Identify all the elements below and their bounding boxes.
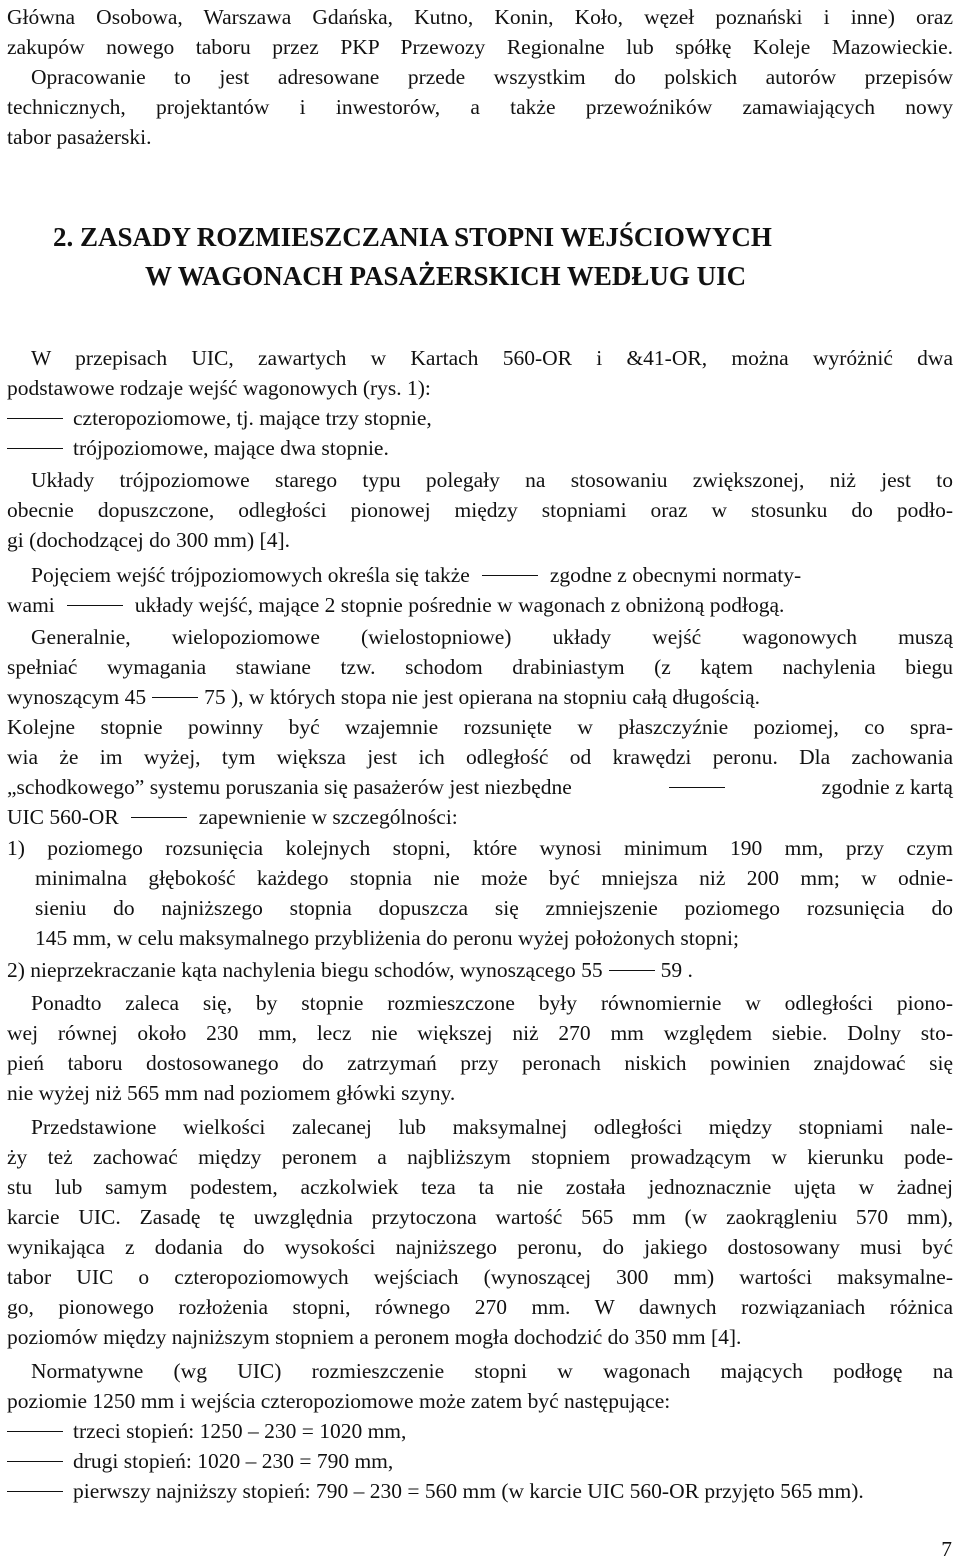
- list-item-continuation: sieniu do najniższego stopnia dopuszcza się zmniejszenie poziomego rozsunięcia do: [35, 896, 953, 920]
- text-segment: 75 ), w których stopa nie jest opierana na stopniu całą długością.: [204, 685, 760, 709]
- text-line: Układy trójpoziomowe starego typu polegały na stosowaniu zwiększonej, niż jest to: [31, 468, 953, 492]
- text-line: [7, 772, 953, 802]
- text-line: [7, 682, 953, 712]
- list-item-text: trzeci stopień: 1250 – 230 = 1020 mm,: [73, 1419, 407, 1443]
- list-item: [7, 1446, 953, 1476]
- list-item: [7, 1476, 953, 1506]
- text-line: poziomie 1250 mm i wejścia czteropoziomowe może zatem być następujące:: [7, 1389, 671, 1413]
- dash-mark: [67, 605, 123, 606]
- text-line: wynikająca z dodania do wysokości najniższego peronu, do jakiego dostosowany musi być: [7, 1235, 953, 1259]
- text-line: Generalnie, wielopoziomowe (wielostopniowe) układy wejść wagonowych muszą: [31, 625, 953, 649]
- dash-mark: [7, 418, 63, 419]
- list-item: [7, 1416, 953, 1446]
- text-line: Opracowanie to jest adresowane przede wszystkim do polskich autorów przepisów: [31, 65, 953, 89]
- text-segment: UIC 560-OR: [7, 805, 119, 829]
- list-item-continuation: minimalna głębokość każdego stopnia nie może być mniejsza niż 200 mm; w odnie-: [35, 866, 953, 890]
- text-segment: 59 .: [660, 958, 693, 982]
- text-line: W przepisach UIC, zawartych w Kartach 560-OR i &41-OR, można wyróżnić dwa: [31, 346, 953, 370]
- text-line: ży też zachować między peronem a najbliższym stopniem prowadzącym w kierunku pode-: [7, 1145, 953, 1169]
- text-line: Przedstawione wielkości zalecanej lub maksymalnej odległości między stopniami nale-: [31, 1115, 953, 1139]
- text-line: podstawowe rodzaje wejść wagonowych (rys. 1):: [7, 376, 431, 400]
- list-item-text: drugi stopień: 1020 – 230 = 790 mm,: [73, 1449, 394, 1473]
- text-line: [7, 802, 953, 832]
- dash-mark: [7, 1491, 63, 1492]
- text-line: wia że im wyżej, tym większa jest ich odległość od krawędzi peronu. Dla zachowania: [7, 745, 953, 769]
- text-line: zakupów nowego taboru przez PKP Przewozy Regionalne lub spółkę Koleje Mazowieckie.: [7, 35, 953, 59]
- text-line: Główna Osobowa, Warszawa Gdańska, Kutno, Konin, Koło, węzeł poznański i inne) oraz: [7, 5, 953, 29]
- list-item-continuation: 145 mm, w celu maksymalnego przybliżenia do peronu wyżej położonych stopni;: [35, 926, 739, 950]
- dash-mark: [669, 787, 725, 788]
- text-segment: zapewnienie w szczególności:: [198, 805, 458, 829]
- dash-mark: [152, 697, 198, 698]
- text-line: nie wyżej niż 565 mm nad poziomem główki szyny.: [7, 1081, 456, 1105]
- text-segment: wami: [7, 593, 55, 617]
- text-segment: układy wejść, mające 2 stopnie pośrednie w wagonach z obniżoną podłogą.: [134, 593, 785, 617]
- text-line: karcie UIC. Zasadę tę uwzględnia przytoczona wartość 565 mm (w zaokrągleniu 570 mm),: [7, 1205, 953, 1229]
- dash-mark: [609, 970, 655, 971]
- text-segment: Pojęciem wejść trójpoziomowych określa się także: [31, 563, 470, 587]
- text-line: pień taboru dostosowanego do zatrzymań przy peronach niskich powinien znajdować się: [7, 1051, 953, 1075]
- text-segment: „schodkowego” systemu poruszania się pasażerów jest niezbędne: [7, 775, 572, 799]
- list-item: 1) poziomego rozsunięcia kolejnych stopni, które wynosi minimum 190 mm, przy czym: [7, 836, 953, 860]
- text-segment: wynoszącym 45: [7, 685, 147, 709]
- dash-mark: [7, 1461, 63, 1462]
- dash-mark: [7, 1431, 63, 1432]
- text-line: [7, 590, 953, 620]
- text-line: tabor UIC o czteropoziomowych wejściach (wynoszącej 300 mm) wartości maksymalne-: [7, 1265, 953, 1289]
- text-line: spełniać wymagania stawiane tzw. schodom drabiniastym (z kątem nachylenia biegu: [7, 655, 953, 679]
- text-segment: zgodne z obecnymi normaty-: [549, 563, 802, 587]
- section-heading-line-2: W WAGONACH PASAŻERSKICH WEDŁUG UIC: [145, 261, 747, 291]
- text-segment: zgodnie z kartą: [821, 775, 953, 799]
- text-line: technicznych, projektantów i inwestorów, a także przewoźników zamawiających nowy: [7, 95, 953, 119]
- text-line: Kolejne stopnie powinny być wzajemnie rozsunięte w płaszczyźnie poziomej, co spra-: [7, 715, 953, 739]
- dash-mark: [7, 448, 63, 449]
- page-number: 7: [941, 1537, 952, 1561]
- text-line: gi (dochodzącej do 300 mm) [4].: [7, 528, 290, 552]
- text-line: go, pionowego rozłożenia stopni, równego 270 mm. W dawnych rozwiązaniach różnica: [7, 1295, 953, 1319]
- text-line: tabor pasażerski.: [7, 125, 152, 149]
- text-line: Normatywne (wg UIC) rozmieszczenie stopni w wagonach mających podłogę na: [31, 1359, 953, 1383]
- text-line: stu lub samym podestem, aczkolwiek teza ta nie została jednoznacznie ujęta w żadnej: [7, 1175, 953, 1199]
- text-line: poziomów między najniższym stopniem a peronem mogła dochodzić do 350 mm [4].: [7, 1325, 742, 1349]
- text-line: [7, 560, 953, 590]
- list-item: [7, 433, 953, 463]
- text-line: obecnie dopuszczone, odległości pionowej między stopniami oraz w stosunku do podło-: [7, 498, 953, 522]
- list-item-text: trójpoziomowe, mające dwa stopnie.: [73, 436, 389, 460]
- list-item: [7, 955, 953, 985]
- list-item: [7, 403, 953, 433]
- section-heading-line-1: 2. ZASADY ROZMIESZCZANIA STOPNI WEJŚCIOWYCH: [53, 222, 772, 252]
- text-line: Ponadto zaleca się, by stopnie rozmieszczone były równomiernie w odległości piono-: [31, 991, 953, 1015]
- dash-mark: [131, 817, 187, 818]
- list-item-text: czteropoziomowe, tj. mające trzy stopnie,: [73, 406, 432, 430]
- text-line: wej równej około 230 mm, lecz nie większej niż 270 mm względem siebie. Dolny sto-: [7, 1021, 953, 1045]
- list-item-text: pierwszy najniższy stopień: 790 – 230 = 560 mm (w karcie UIC 560-OR przyjęto 565 mm).: [73, 1479, 864, 1503]
- text-segment: 2) nieprzekraczanie kąta nachylenia biegu schodów, wynoszącego 55: [7, 958, 603, 982]
- dash-mark: [482, 575, 538, 576]
